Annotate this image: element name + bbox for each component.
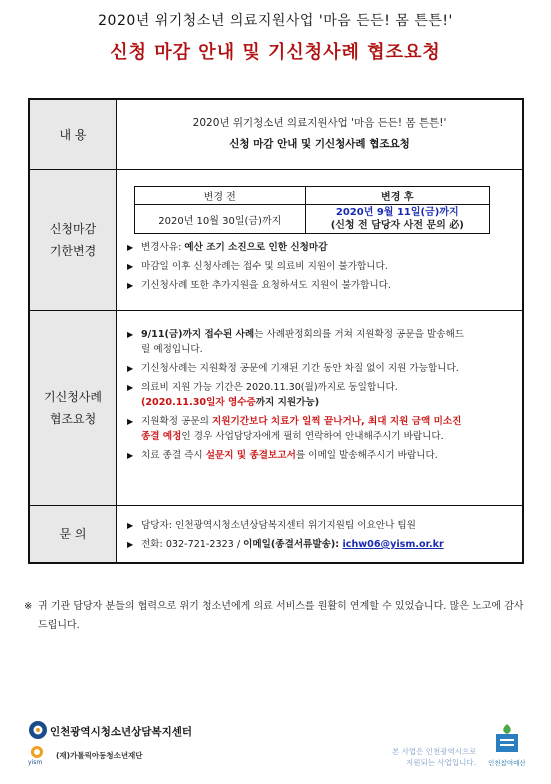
closing-note bbox=[24, 597, 529, 635]
org-name: 인천광역시청소년상담복지센터 bbox=[50, 726, 193, 738]
list-item: (2020.11.30일자 영수증까지 지원가능) bbox=[141, 397, 320, 408]
row-body-deadline bbox=[117, 170, 522, 310]
list-item: ▶ 기신청사례는 지원확정 공문에 기재된 기간 동안 차질 없이 지원 가능합니다. bbox=[127, 361, 514, 376]
row-deadline bbox=[30, 170, 522, 311]
header-title: 신청 마감 안내 및 기신청사례 협조요청 bbox=[110, 42, 441, 63]
list-item: ▶ 9/11(금)까지 접수된 사례는 사례판정회의를 거쳐 지원확정 공문을 발송해드 bbox=[127, 327, 514, 342]
list-item: ▶ 의료비 지원 가능 기간은 2020.11.30(월)까지로 동일합니다. bbox=[127, 380, 514, 395]
sponsor-emblem-icon bbox=[494, 722, 520, 754]
header-subtitle: 2020년 위기청소년 의료지원사업 '마음 든든! 몸 튼튼!' bbox=[98, 13, 453, 29]
after-value: 2020년 9월 11일(금)까지 (신청 전 담당자 사전 문의 必) bbox=[305, 205, 489, 234]
list-item: ▶ 마감일 이후 신청사례는 접수 및 의료비 지원이 불가합니다. bbox=[127, 259, 514, 274]
list-item: ▶ 변경사유: 예산 조기 소진으로 인한 신청마감 bbox=[127, 240, 514, 255]
row-label-content: 내 용 bbox=[30, 100, 117, 169]
list-item: ▶ 지원확정 공문의 지원기간보다 치료가 일찍 끝나거나, 최대 지원 금액 미소진 bbox=[127, 414, 514, 429]
list-item: 종결 예정인 경우 사업담당자에게 필히 연락하여 안내해주시기 바랍니다. bbox=[141, 431, 444, 442]
row-body-content bbox=[117, 100, 522, 169]
row-label-deadline: 신청마감 기한변경 bbox=[30, 170, 117, 310]
inquiry-list bbox=[127, 518, 514, 552]
before-header: 변경 전 bbox=[135, 187, 306, 205]
list-item: ▶ 담당자: 인천광역시청소년상담복지센터 위기지원팀 이요안나 팀원 bbox=[127, 518, 514, 533]
before-value: 2020년 10월 30일(금)까지 bbox=[135, 205, 306, 234]
content-line2: 신청 마감 안내 및 기신청사례 협조요청 bbox=[229, 138, 410, 150]
row-label-inquiry: 문 의 bbox=[30, 506, 117, 562]
row-cooperation bbox=[30, 311, 522, 506]
deadline-list bbox=[127, 240, 514, 293]
yism-logo-icon bbox=[28, 744, 54, 766]
row-inquiry bbox=[30, 506, 522, 562]
list-item: 릴 예정입니다. bbox=[141, 344, 203, 355]
sponsor-logo-text: 인천참여예산 bbox=[488, 759, 526, 767]
sponsor-text-line1: 본 사업은 인천광역시으로 bbox=[392, 747, 477, 756]
org-emblem-icon bbox=[28, 720, 48, 740]
notice-table bbox=[28, 98, 524, 564]
org-subname: (재)가톨릭아동청소년재단 bbox=[56, 751, 143, 760]
cooperation-list bbox=[127, 327, 514, 463]
list-item: ▶ 전화: 032-721-2323 / 이메일(종결서류발송): ichw06@yism.or.kr bbox=[127, 537, 514, 552]
document-header bbox=[0, 10, 551, 64]
note-text: 귀 기관 담당자 분들의 협력으로 위기 청소년에게 의료 서비스를 원활히 연계할 수 있었습니다. 많은 노고에 감사드립니다. bbox=[38, 601, 524, 631]
row-label-cooperation: 기신청사례 협조요청 bbox=[30, 311, 117, 505]
row-body-cooperation bbox=[117, 311, 522, 505]
row-content bbox=[30, 100, 522, 170]
email-link[interactable]: ichw06@yism.or.kr bbox=[342, 539, 444, 550]
row-body-inquiry bbox=[117, 506, 522, 562]
note-mark: ※ bbox=[24, 601, 33, 612]
sponsor-logo bbox=[392, 720, 532, 780]
content-line1: 2020년 위기청소년 의료지원사업 '마음 든든! 몸 튼튼!' bbox=[192, 117, 447, 129]
change-table bbox=[134, 186, 490, 234]
svg-text:yism: yism bbox=[28, 759, 43, 766]
list-item: ▶ 기신청사례 또한 추가지원을 요청하셔도 지원이 불가합니다. bbox=[127, 278, 514, 293]
list-item: ▶ 치료 종결 즉시 설문지 및 종결보고서를 이메일 발송해주시기 바랍니다. bbox=[127, 448, 514, 463]
after-header: 변경 후 bbox=[305, 187, 489, 205]
sponsor-text-line2: 지원되는 사업입니다. bbox=[406, 758, 476, 767]
